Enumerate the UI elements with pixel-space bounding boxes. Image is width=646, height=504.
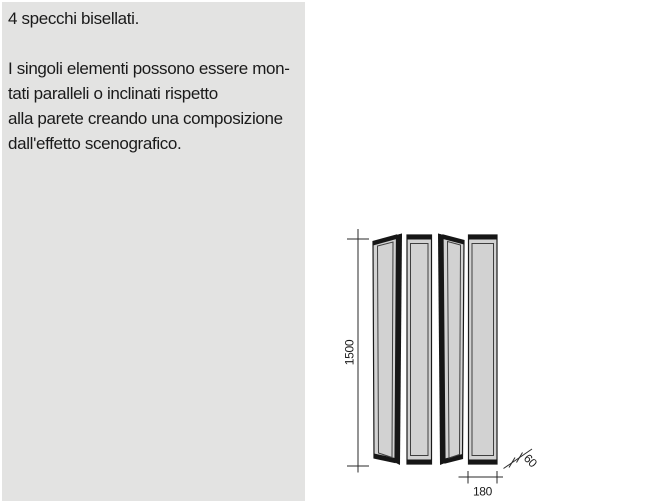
panel-top-edge xyxy=(407,235,432,240)
mirror-panel-1 xyxy=(373,234,402,466)
depth-dimension xyxy=(504,449,541,471)
description-title: 4 specchi bisellati. xyxy=(8,9,139,28)
depth-dimension-label: 60 xyxy=(520,451,540,471)
description-line: tati paralleli o inclinati rispetto xyxy=(8,84,218,103)
panel-front xyxy=(469,235,498,464)
depth-dimension-tick-left xyxy=(509,458,515,468)
description-line: I singoli elementi possono essere mon- xyxy=(8,59,290,78)
height-dimension-label: 1500 xyxy=(342,339,357,366)
mirror-panel-4 xyxy=(469,235,498,464)
description-line: dall'effetto scenografico. xyxy=(8,134,182,153)
panel-bottom-edge xyxy=(469,460,498,465)
height-dimension xyxy=(343,229,370,473)
width-dimension-label: 180 xyxy=(472,484,493,499)
description-line: alla parete creando una composizione xyxy=(8,109,283,128)
width-dimension xyxy=(459,471,504,499)
panel-top-edge xyxy=(469,235,498,240)
mirror-panel-3 xyxy=(438,234,464,466)
mirror-panel-2 xyxy=(407,235,432,464)
panel-bottom-edge xyxy=(407,460,432,465)
